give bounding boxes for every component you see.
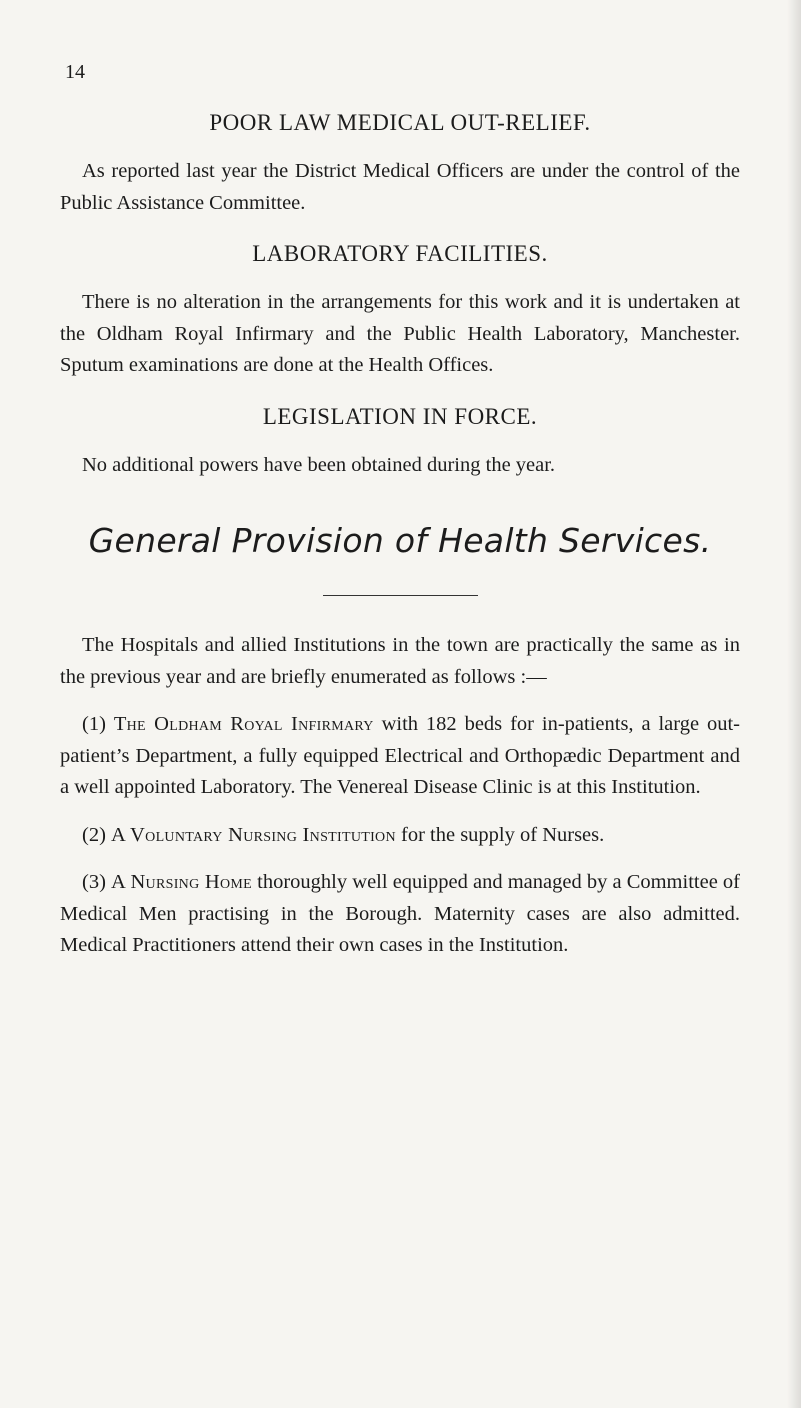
institution-name-nursing-home: A Nursing Home <box>111 871 253 893</box>
list-item-text: for the supply of Nurses. <box>395 823 605 846</box>
institution-name-voluntary-nursing-institution: A Voluntary Nursing Institution <box>111 823 396 846</box>
paragraph-intro: The Hospitals and allied Institutions in the town are practically the same as in the previous year and are briefly enumerated as follows :— <box>60 634 740 688</box>
heading-legislation-in-force: LEGISLATION IN FORCE. <box>262 403 538 429</box>
list-item-3 <box>60 867 740 962</box>
paragraph-laboratory: There is no alteration in the arrangements for this work and it is undertaken at the Oldham Royal Infirmary and the Public Health Laboratory, Manchester. Sputum examinations are done at the Health Offices. <box>60 291 740 376</box>
heading-laboratory-facilities: LABORATORY FACILITIES. <box>252 241 548 266</box>
paragraph-out-relief: As reported last year the District Medical Officers are under the control of the Public Assistance Committee. <box>60 160 740 214</box>
general-provision-title: General Provision of Health Services. <box>88 521 712 560</box>
list-item-number: (3) <box>82 871 106 893</box>
list-item-number: (1) <box>82 713 106 735</box>
paragraph-legislation: No additional powers have been obtained during the year. <box>82 453 556 476</box>
list-item-text: thoroughly well equipped and managed by a Committee of Medical Men practising in the Borough. Maternity cases are also admitted. Medical Practitioners attend their own cases in the Institution. <box>60 871 740 956</box>
heading-poor-law-out-relief: POOR LAW MEDICAL OUT-RELIEF. <box>209 110 591 135</box>
list-item-text: with 182 beds for in-patients, a large out-patient’s Department, a fully equipped Electrical and Orthopædic Department and a well appointed Laboratory. The Venereal Disease Clinic is at this Institution. <box>60 713 741 798</box>
list-item-1 <box>60 709 740 804</box>
page-number: 14 <box>65 61 85 83</box>
page-edge-shadow <box>787 0 801 1408</box>
list-item-number: (2) <box>82 823 106 846</box>
page-content <box>60 108 740 962</box>
institution-name-oldham-royal-infirmary: The Oldham Royal Infirmary <box>113 713 374 735</box>
list-item-2 <box>60 820 740 852</box>
